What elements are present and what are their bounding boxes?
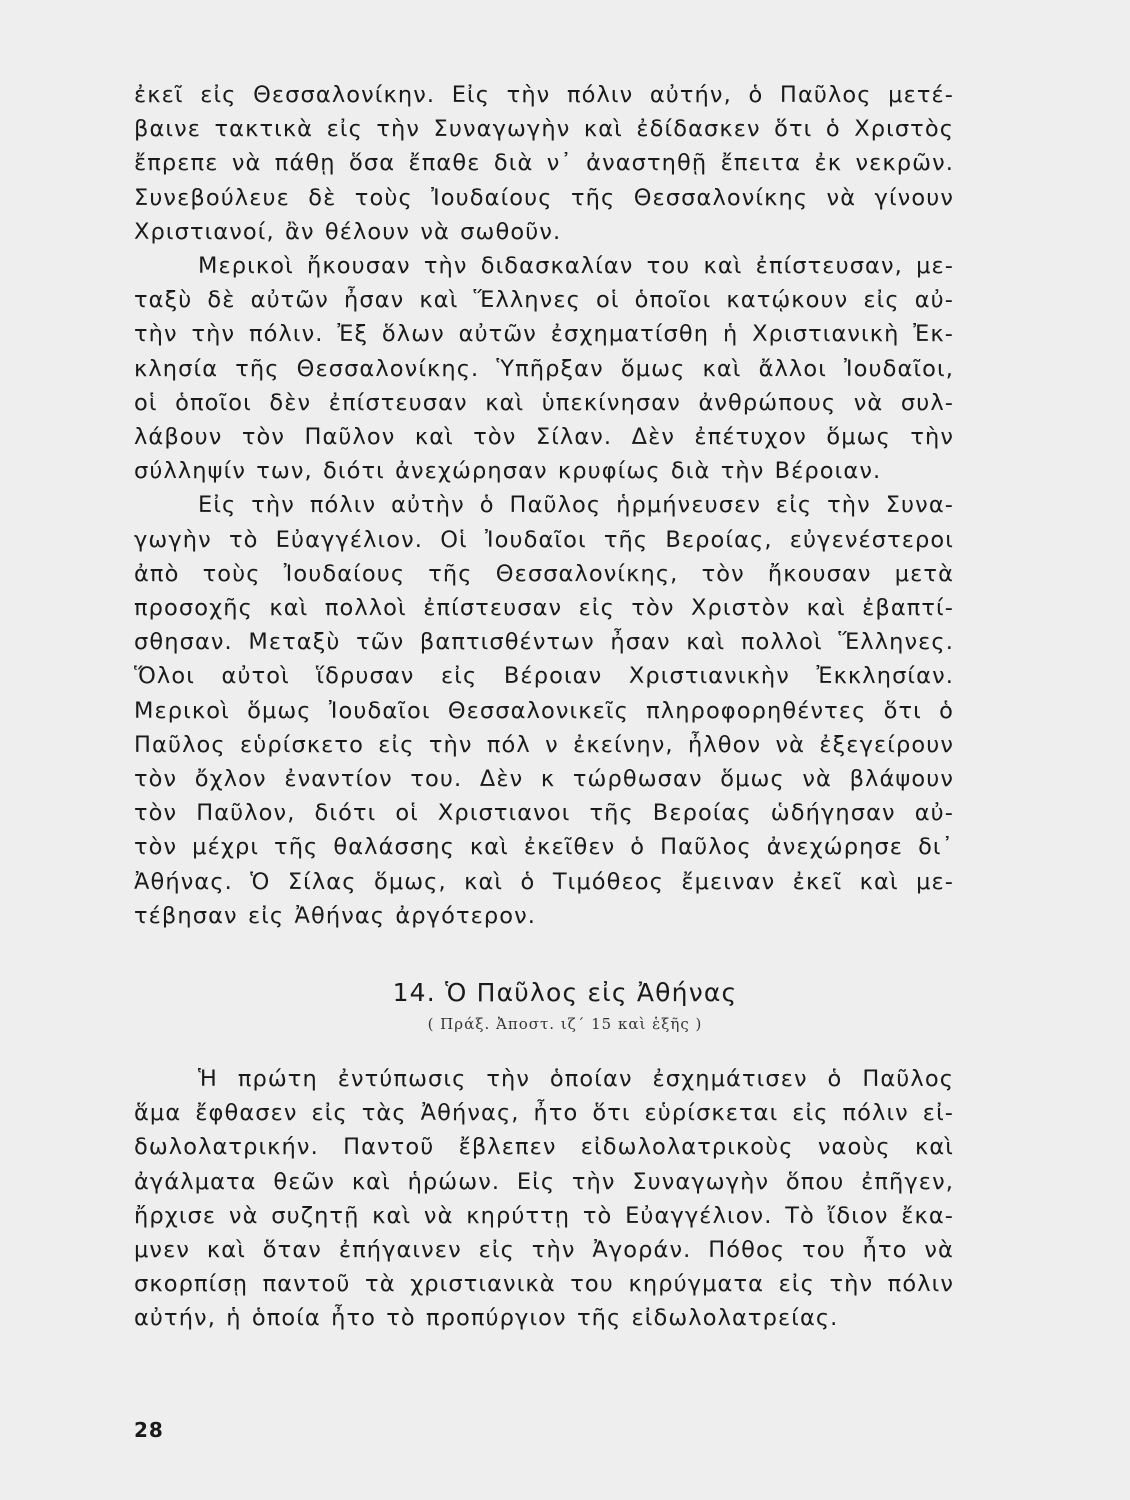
text-line: Ἀθήνας. Ὁ Σίλας ὅμως, καὶ ὁ Τιμόθεος ἔμειναν ἐκεῖ καὶ με-: [134, 868, 954, 895]
page-number: 28: [134, 1418, 164, 1442]
text-line: ἔπρεπε νὰ πάθῃ ὅσα ἔπαθε διὰ ν᾽ ἀναστηθῇ ἔπειτα ἐκ νεκρῶν.: [134, 150, 954, 177]
text-line: ἀπὸ τοὺς Ἰουδαίους τῆς Θεσσαλονίκης, τὸν ἤκουσαν μετὰ: [134, 560, 954, 587]
text-line: τέβησαν εἰς Ἀθήνας ἀργότερον.: [134, 902, 537, 929]
text-line: Ὅλοι αὐτοὶ ἵδρυσαν εἰς Βέροιαν Χριστιανικὴν Ἐκκλησίαν.: [134, 663, 954, 690]
text-line: δωλολατρικήν. Παντοῦ ἔβλεπεν εἰδωλολατρικοὺς ναοὺς καὶ: [134, 1134, 954, 1161]
body-text-bottom: [134, 1062, 954, 1336]
text-line: σκορπίσῃ παντοῦ τὰ χριστιανικὰ του κηρύγματα εἰς τὴν πόλιν: [134, 1271, 954, 1298]
text-line: ἅμα ἔφθασεν εἰς τὰς Ἀθήνας, ἦτο ὅτι εὑρίσκεται εἰς πόλιν εἰ-: [134, 1100, 954, 1127]
text-line: τὸν Παῦλον, διότι οἱ Χριστιανοι τῆς Βεροίας ὡδήγησαν αὐ-: [134, 800, 954, 827]
text-line: τὸν ὄχλον ἐναντίον του. Δὲν κ τώρθωσαν ὅμως νὰ βλάψουν: [134, 766, 954, 793]
paragraph-1: [134, 78, 954, 249]
text-line: ἤρχισε νὰ συζητῇ καὶ νὰ κηρύττῃ τὸ Εὐαγγέλιον. Τὸ ἴδιον ἔκα-: [134, 1202, 954, 1229]
text-line: Παῦλος εὑρίσκετο εἰς τὴν πόλ ν ἐκείνην, ἦλθον νὰ ἐξεγείρουν: [134, 731, 954, 758]
paragraph-2: [134, 249, 954, 488]
text-line: βαινε τακτικὰ εἰς τὴν Συναγωγὴν καὶ ἐδίδασκεν ὅτι ὁ Χριστὸς: [134, 116, 954, 143]
text-line: αὐτήν, ἡ ὁποία ἦτο τὸ προπύργιον τῆς εἰδωλολατρείας.: [134, 1305, 839, 1332]
text-line: γωγὴν τὸ Εὐαγγέλιον. Οἱ Ἰουδαῖοι τῆς Βεροίας, εὐγενέστεροι: [134, 526, 954, 553]
paragraph-3: [134, 488, 954, 933]
text-line: λάβουν τὸν Παῦλον καὶ τὸν Σίλαν. Δὲν ἐπέτυχον ὅμως τὴν: [134, 424, 954, 451]
text-line: Συνεβούλευε δὲ τοὺς Ἰουδαίους τῆς Θεσσαλονίκης νὰ γίνουν: [134, 184, 954, 211]
text-line: σθησαν. Μεταξὺ τῶν βαπτισθέντων ἦσαν καὶ πολλοὶ Ἕλληνες.: [134, 629, 954, 656]
section-title: 14. Ὁ Παῦλος εἰς Ἀθήνας: [392, 978, 738, 1007]
section-reference: ( Πράξ. Ἀποστ. ιζ΄ 15 καὶ ἑξῆς ): [427, 1015, 703, 1033]
paragraph-4: [134, 1062, 954, 1336]
text-line: Μερικοὶ ἤκουσαν τὴν διδασκαλίαν του καὶ ἐπίστευσαν, με-: [198, 253, 954, 280]
text-line: τὸν μέχρι τῆς θαλάσσης καὶ ἐκεῖθεν ὁ Παῦλος ἀνεχώρησε δι᾽: [134, 834, 954, 861]
text-line: μνεν καὶ ὅταν ἐπήγαινεν εἰς τὴν Ἀγοράν. Πόθος του ἦτο νὰ: [134, 1237, 954, 1264]
text-line: Ἡ πρώτη ἐντύπωσις τὴν ὁποίαν ἐσχημάτισεν ὁ Παῦλος: [198, 1066, 954, 1092]
text-line: ἀγάλματα θεῶν καὶ ἡρώων. Εἰς τὴν Συναγωγὴν ὅπου ἐπῆγεν,: [134, 1168, 954, 1195]
text-line: ταξὺ δὲ αὐτῶν ἦσαν καὶ Ἕλληνες οἱ ὁποῖοι κατῴκουν εἰς αὐ-: [134, 287, 954, 314]
text-line: Μερικοὶ ὅμως Ἰουδαῖοι Θεσσαλονικεῖς πληροφορηθέντες ὅτι ὁ: [134, 697, 954, 724]
text-line: Εἰς τὴν πόλιν αὐτὴν ὁ Παῦλος ἡρμήνευσεν εἰς τὴν Συνα-: [198, 492, 954, 519]
text-line: προσοχῆς καὶ πολλοὶ ἐπίστευσαν εἰς τὸν Χριστὸν καὶ ἐβαπτί-: [134, 595, 954, 622]
text-line: ἐκεῖ εἰς Θεσσαλονίκην. Εἰς τὴν πόλιν αὐτήν, ὁ Παῦλος μετέ-: [134, 82, 954, 108]
text-line: τὴν τὴν πόλιν. Ἐξ ὅλων αὐτῶν ἐσχηματίσθη ἡ Χριστιανικὴ Ἐκ-: [134, 321, 954, 348]
text-line: Χριστιανοί, ἂν θέλουν νὰ σωθοῦν.: [134, 218, 562, 245]
text-line: οἱ ὁποῖοι δὲν ἐπίστευσαν καὶ ὑπεκίνησαν ἀνθρώπους νὰ συλ-: [134, 389, 954, 416]
text-line: σύλληψίν των, διότι ἀνεχώρησαν κρυφίως διὰ τὴν Βέροιαν.: [134, 458, 882, 485]
body-text-top: [134, 78, 954, 933]
text-line: κλησία τῆς Θεσσαλονίκης. Ὑπῆρξαν ὅμως καὶ ἄλλοι Ἰουδαῖοι,: [134, 355, 954, 382]
